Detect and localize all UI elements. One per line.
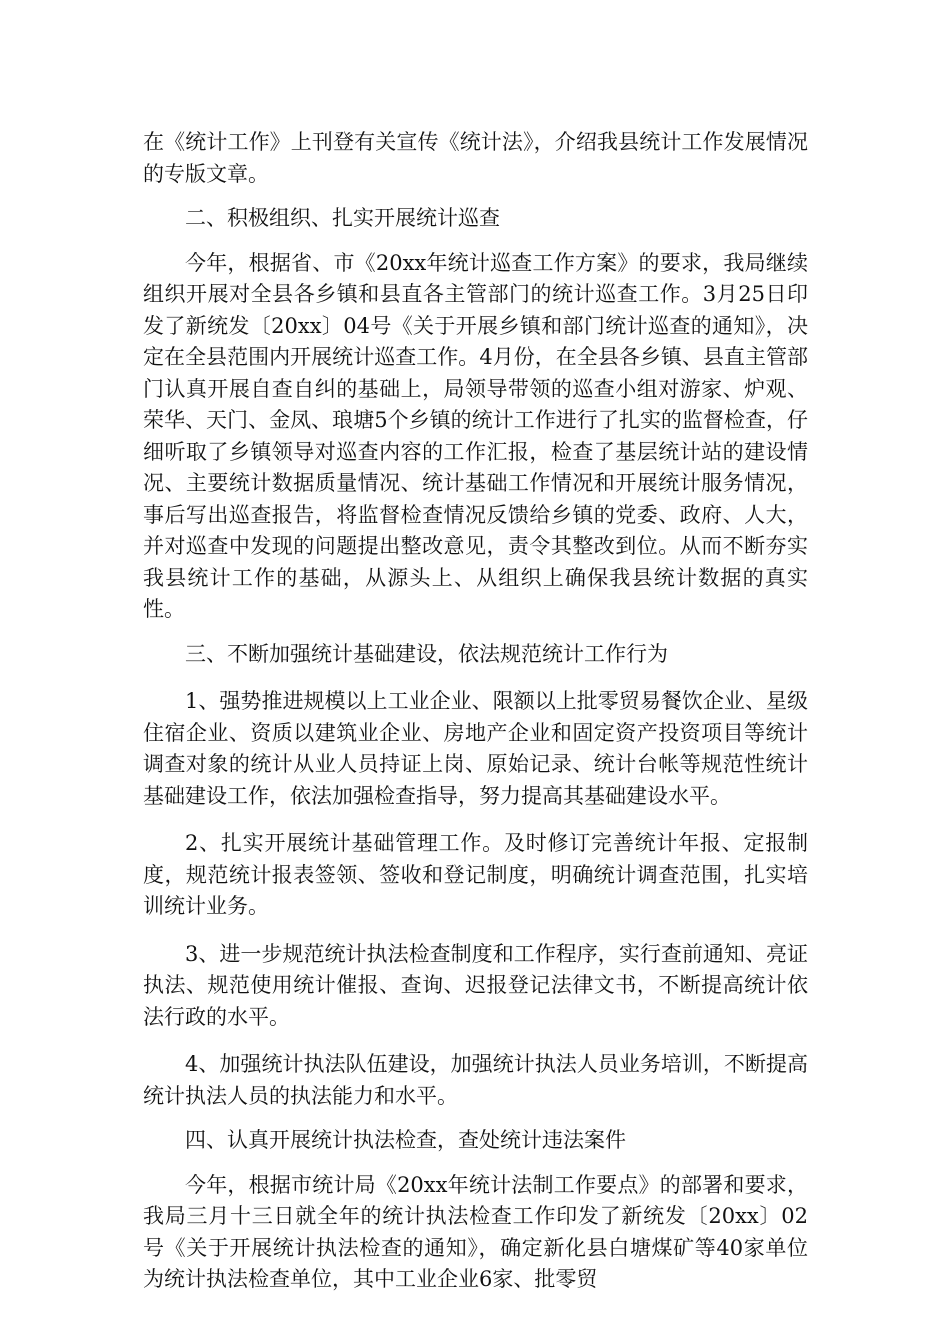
- list-item-1: 1、强势推进规模以上工业企业、限额以上批零贸易餐饮企业、星级住宿企业、资质以建筑业企业、房地产企业和固定资产投资项目等统计调查对象的统计从业人员持证上岗、原始记录、统计台帐等规范性统计基础建设工作，依法加强检查指导，努力提高其基础建设水平。: [143, 689, 808, 808]
- list-item-4: 4、加强统计执法队伍建设，加强统计执法人员业务培训，不断提高统计执法人员的执法能力和水平。: [143, 1052, 808, 1108]
- list-item-2: 2、扎实开展统计基础管理工作。及时修订完善统计年报、定报制度，规范统计报表签领、签收和登记制度，明确统计调查范围，扎实培训统计业务。: [143, 831, 808, 918]
- paragraph-continuation: 在《统计工作》上刊登有关宣传《统计法》，介绍我县统计工作发展情况的专版文章。: [143, 130, 808, 186]
- paragraph-law-enforcement: 今年，根据市统计局《20xx年统计法制工作要点》的部署和要求，我局三月十三日就全年的统计执法检查工作印发了新统发〔20xx〕02号《关于开展统计执法检查的通知》，确定新化县白塘煤矿等40家单位为统计执法检查单位，其中工业企业6家、批零贸: [143, 1172, 808, 1291]
- list-item-3: 3、进一步规范统计执法检查制度和工作程序，实行查前通知、亮证执法、规范使用统计催报、查询、迟报登记法律文书，不断提高统计依法行政的水平。: [143, 941, 808, 1029]
- section-heading-2: 二、积极组织、扎实开展统计巡查: [185, 206, 500, 230]
- section-heading-4: 四、认真开展统计执法检查，查处统计违法案件: [185, 1128, 626, 1152]
- paragraph-inspection: 今年，根据省、市《20xx年统计巡查工作方案》的要求，我局继续组织开展对全县各乡镇和县直各主管部门的统计巡查工作。3月25日印发了新统发〔20xx〕04号《关于开展乡镇和部门统计巡查的通知》，决定在全县范围内开展统计巡查工作。4月份，在全县各乡镇、县直主管部门认真开展自查自纠的基础上，局领导带领的巡查小组对游家、炉观、荣华、天门、金凤、琅塘5个乡镇的统计工作进行了扎实的监督检查，仔细听取了乡镇领导对巡查内容的工作汇报，检查了基层统计站的建设情况、主要统计数据质量情况、统计基础工作情况和开展统计服务情况，事后写出巡查报告，将监督检查情况反馈给乡镇的党委、政府、人大，并对巡查中发现的问题提出整改意见，责令其整改到位。从而不断夯实我县统计工作的基础，从源头上、从组织上确保我县统计数据的真实性。: [143, 250, 808, 621]
- document-body: [143, 127, 808, 1296]
- section-heading-3: 三、不断加强统计基础建设，依法规范统计工作行为: [185, 641, 668, 666]
